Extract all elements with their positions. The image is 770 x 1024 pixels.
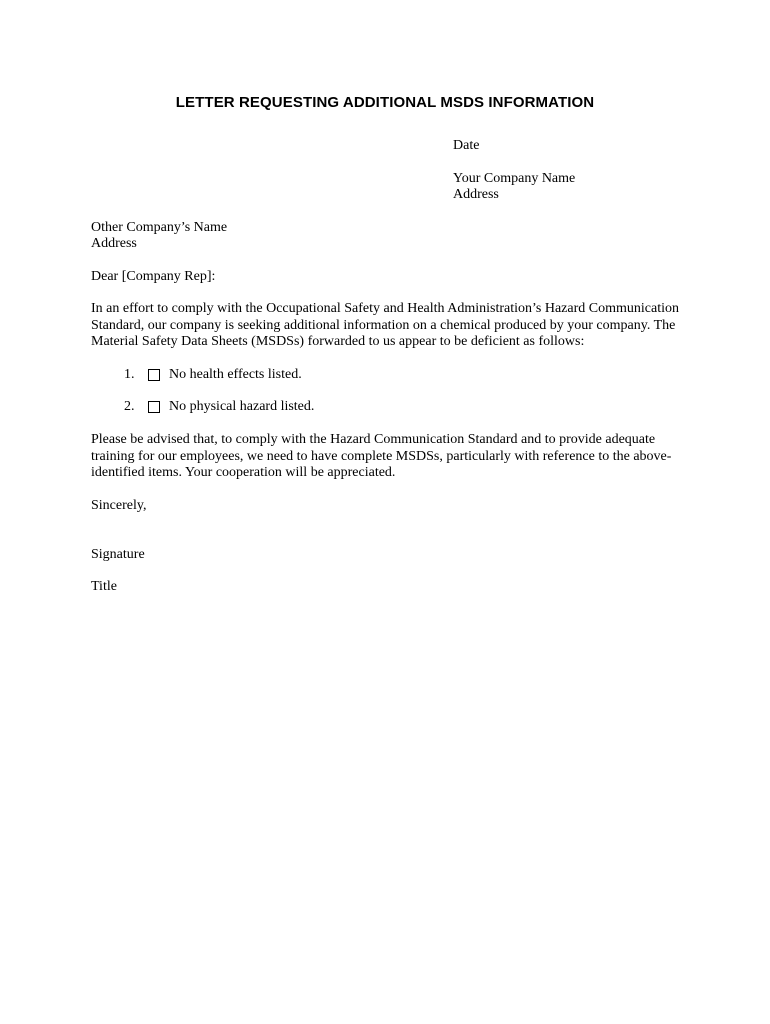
date-field: Date [453,138,480,153]
closing-line: identified items. Your cooperation will be appreciated. [91,465,396,480]
intro-line: In an effort to comply with the Occupational Safety and Health Administration’s Hazard Communication [91,301,679,316]
salutation: Dear [Company Rep]: [91,269,216,284]
closing-salutation: Sincerely, [91,498,147,513]
intro-line: Standard, our company is seeking additional information on a chemical produced by your company. The [91,317,676,333]
deficiency-item-health [124,367,302,384]
letter-title: LETTER REQUESTING ADDITIONAL MSDS INFORMATION [175,94,595,111]
intro-paragraph [91,301,691,351]
sender-address: Address [453,187,499,202]
list-number: 2. [124,399,135,414]
closing-line: Please be advised that, to comply with the Hazard Communication Standard and to provide adequate [91,432,656,447]
closing-paragraph [91,432,691,482]
list-item-text: No health effects listed. [169,367,302,382]
health-effects-checkbox[interactable] [148,369,160,381]
physical-hazard-checkbox[interactable] [148,401,160,413]
list-number: 1. [124,367,135,382]
signature-line: Signature [91,547,145,562]
intro-line: Material Safety Data Sheets (MSDSs) forwarded to us appear to be deficient as follows: [91,334,585,349]
deficiency-item-physical [124,399,314,416]
closing-line: training for our employees, we need to have complete MSDSs, particularly with reference to the above- [91,448,672,464]
list-item-text: No physical hazard listed. [169,399,315,414]
sender-company-name: Your Company Name [453,171,576,186]
signer-title: Title [91,579,117,594]
recipient-address: Address [91,236,137,251]
recipient-company-name: Other Company’s Name [91,220,228,235]
